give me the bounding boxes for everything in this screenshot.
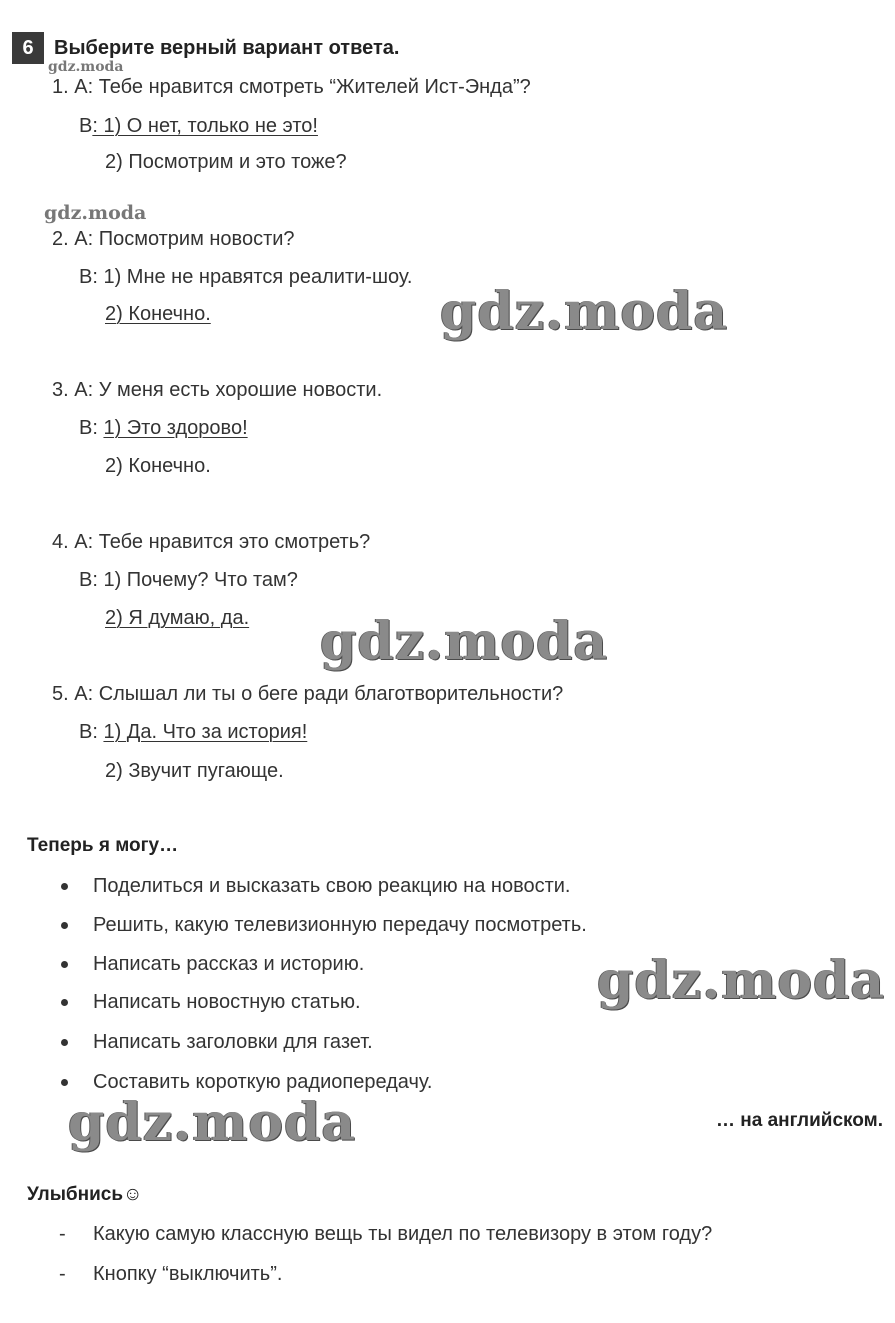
question-3-b-prefix: B: [79, 417, 104, 439]
can-do-item: Решить, какую телевизионную передачу посмотреть. [93, 914, 587, 936]
dash-marker: - [59, 1263, 66, 1285]
can-do-item: Составить короткую радиопередачу. [93, 1071, 433, 1093]
question-1-b-option-2: 2) Посмотрим и это тоже? [105, 151, 347, 173]
smile-title: Улыбнись☺ [27, 1184, 143, 1205]
question-4-b-option-1: 1) Почему? Что там? [103, 569, 298, 591]
watermark-large: gdz.moda [320, 611, 609, 672]
question-5-a: 5. А: Слышал ли ты о беге ради благотворительности? [52, 683, 564, 705]
smile-item: Какую самую классную вещь ты видел по телевизору в этом году? [93, 1223, 713, 1245]
dash-marker: - [59, 1223, 66, 1245]
question-5-b [79, 720, 307, 744]
bullet-icon [61, 883, 68, 890]
question-2-a: 2. А: Посмотрим новости? [52, 228, 295, 250]
question-4-b [79, 568, 298, 592]
bullet-icon [61, 1039, 68, 1046]
question-4-b-prefix: B: [79, 569, 104, 591]
bullet-icon [61, 961, 68, 968]
watermark-large: gdz.moda [68, 1092, 357, 1153]
can-do-title: Теперь я могу… [27, 835, 179, 856]
bullet-icon [61, 922, 68, 929]
question-1-a: 1. А: Тебе нравится смотреть “Жителей Ист-Энда”? [52, 76, 531, 98]
question-5-b-prefix: B: [79, 721, 104, 743]
can-do-item: Написать рассказ и историю. [93, 953, 365, 975]
can-do-item: Поделиться и высказать свою реакцию на новости. [93, 875, 571, 897]
bullet-icon [61, 999, 68, 1006]
watermark-large: gdz.moda [440, 281, 729, 342]
watermark-large: gdz.moda [597, 950, 886, 1011]
question-2-b-option-2: 2) Конечно. [105, 303, 211, 325]
watermark-small: gdz.moda [48, 59, 124, 75]
question-1-b-option-1: : 1) О нет, только не это! [92, 115, 318, 137]
question-3-b [79, 416, 248, 440]
watermark-small: gdz.moda [44, 202, 147, 224]
question-3-b-option-2: 2) Конечно. [105, 455, 211, 477]
question-1-b-prefix: B [79, 115, 93, 137]
question-4-a: 4. А: Тебе нравится это смотреть? [52, 531, 371, 553]
question-5-b-option-1: 1) Да. Что за история! [103, 721, 308, 743]
question-4-b-option-2: 2) Я думаю, да. [105, 607, 250, 629]
bullet-icon [61, 1079, 68, 1086]
question-3-a: 3. А: У меня есть хорошие новости. [52, 379, 383, 401]
smile-item: Кнопку “выключить”. [93, 1263, 283, 1285]
can-do-item: Написать новостную статью. [93, 991, 361, 1013]
can-do-footer: … на английском. [715, 1110, 883, 1131]
question-2-b-option-1: 1) Мне не нравятся реалити-шоу. [103, 266, 413, 288]
task-number-badge: 6 [12, 32, 44, 64]
question-3-b-option-1: 1) Это здорово! [103, 417, 248, 439]
task-title: Выберите верный вариант ответа. [54, 37, 400, 59]
question-1-b [79, 114, 318, 138]
question-5-b-option-2: 2) Звучит пугающе. [105, 760, 284, 782]
can-do-item: Написать заголовки для газет. [93, 1031, 373, 1053]
question-2-b-prefix: B: [79, 266, 104, 288]
question-2-b [79, 265, 412, 289]
